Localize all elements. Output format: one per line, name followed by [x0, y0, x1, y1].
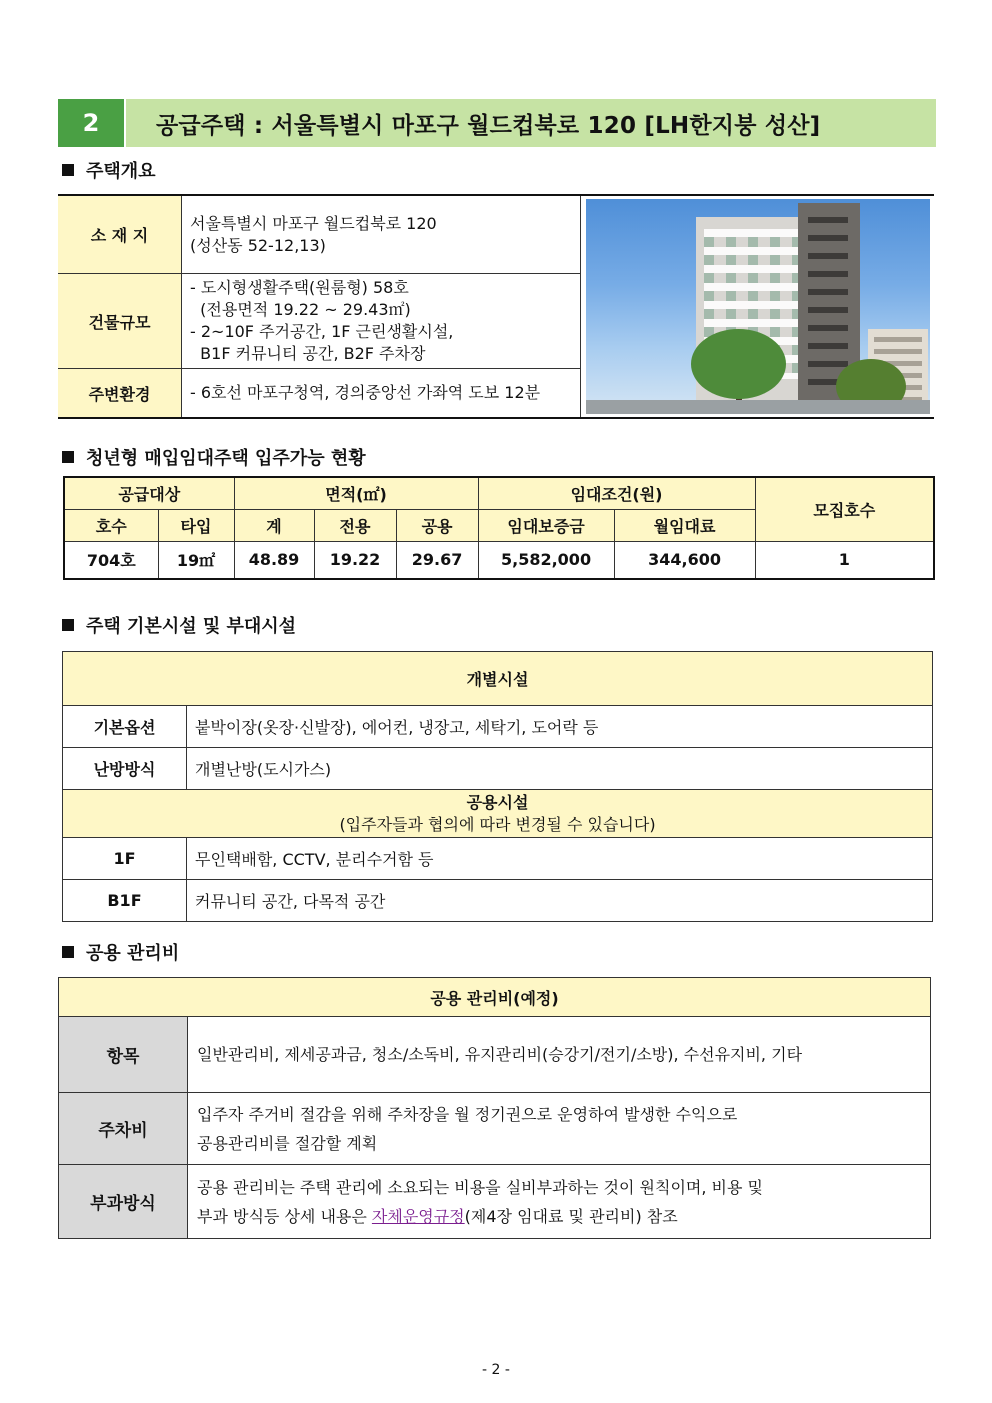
heading-management-fee: 공용 관리비 [62, 939, 179, 965]
section-number: 2 [58, 99, 124, 147]
overview-row-location: 소 재 지 서울특별시 마포구 월드컵북로 120 (성산동 52-12,13) [58, 196, 580, 274]
overview-row-surroundings: 주변환경 - 6호선 마포구청역, 경의중앙선 가좌역 도보 12분 [58, 369, 580, 417]
availability-table: 공급대상 면적(㎡) 임대조건(원) 모집호수 호수 타입 계 전용 공용 임대보증금 월임대료 704호 19㎡ 48.89 19.22 29.67 5,582,000 344,600 1 [63, 476, 935, 580]
individual-facilities-header: 개별시설 [63, 652, 933, 706]
square-bullet-icon [62, 946, 74, 958]
table-row: 주차비 입주자 주거비 절감을 위해 주차장을 월 정기권으로 운영하여 발생한 수익으로 공용관리비를 절감할 계획 [59, 1093, 931, 1165]
table-row: 부과방식 공용 관리비는 주택 관리에 소요되는 비용을 실비부과하는 것이 원칙이며, 비용 및 부과 방식등 상세 내용은 자체운영규정(제4장 임대료 및 관리비) 참조 [59, 1165, 931, 1239]
overview-table [58, 194, 934, 419]
section-title-bar [58, 99, 936, 147]
table-row: 1F 무인택배함, CCTV, 분리수거함 등 [63, 838, 933, 880]
heading-overview: 주택개요 [62, 157, 156, 183]
table-row: 난방방식 개별난방(도시가스) [63, 748, 933, 790]
heading-availability: 청년형 매입임대주택 입주가능 현황 [62, 444, 366, 470]
operating-rules-link[interactable]: 자체운영규정 [371, 1206, 465, 1226]
management-fee-table [58, 977, 931, 1239]
fee-table-header: 공용 관리비(예정) [59, 978, 931, 1017]
square-bullet-icon [62, 619, 74, 631]
facilities-table [62, 651, 933, 922]
page-number: - 2 - [482, 1362, 510, 1378]
section-title: 공급주택 : 서울특별시 마포구 월드컵북로 120 [LH한지붕 성산] [126, 99, 936, 147]
overview-row-scale: 건물규모 - 도시형생활주택(원룸형) 58호 (전용면적 19.22 ~ 29.43㎡) - 2~10F 주거공간, 1F 근린생활시설, B1F 커뮤니티 공간, B2F 주차장 [58, 274, 580, 369]
table-row: B1F 커뮤니티 공간, 다목적 공간 [63, 880, 933, 922]
common-facilities-header: 공용시설 (입주자들과 협의에 따라 변경될 수 있습니다) [63, 790, 933, 838]
square-bullet-icon [62, 451, 74, 463]
heading-facilities: 주택 기본시설 및 부대시설 [62, 612, 296, 638]
table-row: 항목 일반관리비, 제세공과금, 청소/소독비, 유지관리비(승강기/전기/소방), 수선유지비, 기타 [59, 1017, 931, 1093]
building-photo [580, 196, 934, 417]
table-row: 704호 19㎡ 48.89 19.22 29.67 5,582,000 344,600 1 [64, 541, 934, 579]
table-row: 기본옵션 붙박이장(옷장·신발장), 에어컨, 냉장고, 세탁기, 도어락 등 [63, 706, 933, 748]
square-bullet-icon [62, 164, 74, 176]
